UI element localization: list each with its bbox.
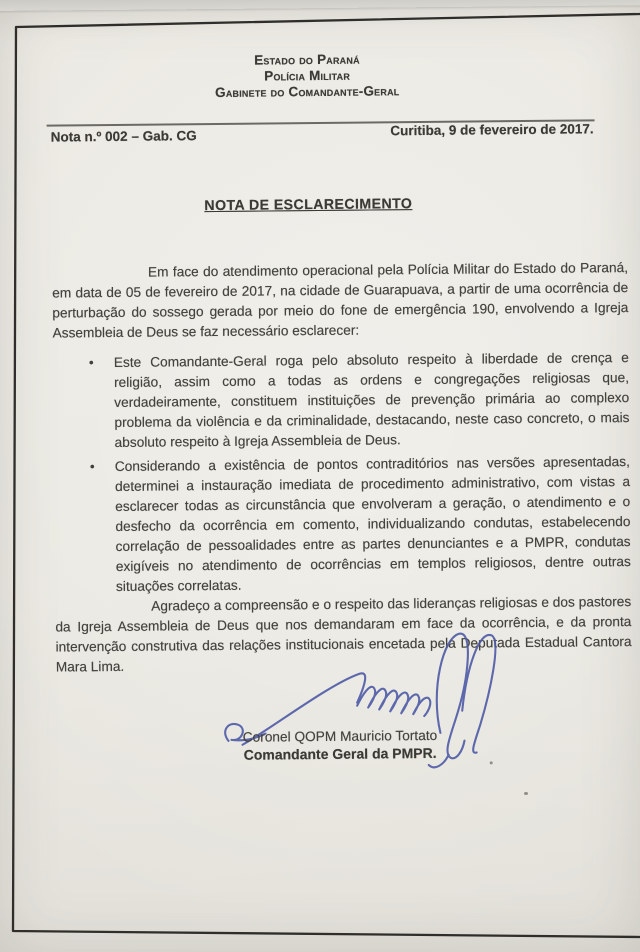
- ink-speck: [524, 792, 528, 795]
- bullet-dot-icon: •: [89, 458, 95, 475]
- document-title: NOTA DE ESCLARECIMENTO: [204, 196, 413, 215]
- bullet-item-procedure: [54, 452, 631, 598]
- city-and-date: Curitiba, 9 de fevereiro de 2017.: [390, 121, 594, 139]
- letterhead: [0, 49, 618, 103]
- letterhead-line-police: Polícia Militar: [264, 67, 351, 84]
- ink-speck: [490, 761, 493, 764]
- note-reference: Nota n.º 002 – Gab. CG: [50, 128, 197, 145]
- bullet-item-respect: [53, 348, 630, 454]
- signatory-name: Coronel QOPM Mauricio Tortato: [242, 727, 438, 745]
- document-meta-row: [50, 121, 594, 145]
- bullet-text: Este Comandante-Geral roga pelo absoluto respeito à liberdade de crença e religião, assim como a todas as ordens e congregações religiosas que, verdadeiramente, constituem instituições de prevenção primária ao complexo problema da violência e da criminalidade, destacando, neste caso concreto, o mais absoluto respeito à Igreja Assembleia de Deus.: [113, 350, 630, 450]
- letterhead-line-office: Gabinete do Comandante-Geral: [215, 83, 400, 100]
- signatory-role: Comandante Geral da PMPR.: [243, 744, 437, 763]
- intro-paragraph: Em face do atendimento operacional pela Polícia Militar do Estado do Paraná, em data de 05 de fevereiro de 2017, na cidade de Guarapuava, a partir de uma ocorrência de perturbação do sossego gerada por meio do fone de emergência 190, envolvendo a Igreja Assembleia de Deus se faz necessário esclarecer:: [52, 260, 629, 341]
- closing-paragraph: Agradeço a compreensão e o respeito das lideranças religiosas e dos pastores da Igreja Assembleia de Deus que nos demandaram em face da ocorrência, e da pronta intervenção construtiva das relações institucionais encetada pela Deputada Estadual Cantora Mara Lima.: [55, 594, 632, 675]
- letterhead-line-state: Estado do Paraná: [254, 51, 360, 68]
- bullet-text: Considerando a existência de pontos contraditórios nas versões apresentadas, determinei a instauração imediata de procedimento administrativo, com vistas a esclarecer todas as circunstância que envolveram a geração, o atendimento e o desfecho da ocorrência em comento, individualizando condutas, estabelecendo correlação de pessoalidades entre as partes denunciantes e a PMPR, condutas exigíveis no atendimento de ocorrências em templos religiosos, dentre outras situações correlatas.: [114, 454, 631, 594]
- bullet-dot-icon: •: [88, 354, 94, 371]
